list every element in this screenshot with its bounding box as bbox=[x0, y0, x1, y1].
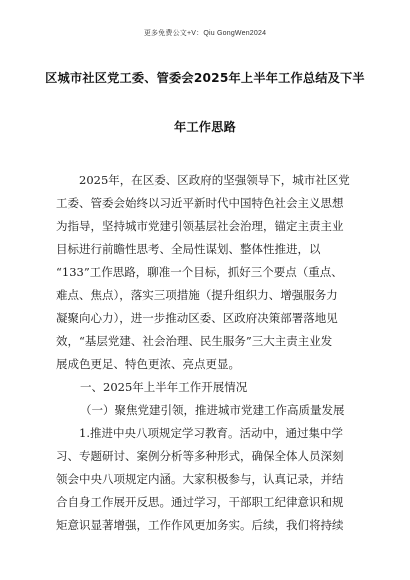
body-line-8: 效，“基层党建、社会治理、民生服务”三大主责主业发 bbox=[56, 334, 333, 348]
body-line-5: “133”工作思路，聊准一个目标，抓好三个要点（重点、 bbox=[56, 265, 343, 279]
item-paragraph bbox=[56, 422, 361, 537]
item-line-3: 领会中央八项规定内涵。大家积极参与，认真记录，并结 bbox=[56, 472, 344, 486]
header-note: 更多免费公文+V：Qiu GongWen2024 bbox=[143, 30, 267, 37]
document-title-line-1: 区城市社区党工委、管委会2025年上半年工作总结及下半 bbox=[45, 71, 365, 85]
item-line-1: 1.推进中央八项规定学习教育。活动中，通过集中学 bbox=[79, 426, 343, 440]
document-title-line-2: 年工作思路 bbox=[174, 120, 236, 134]
body-line-4: 目标进行前瞻性思考、全局性谋划、整体性推进，以 bbox=[56, 242, 321, 256]
body-line-2: 工委、管委会始终以习近平新时代中国特色社会主义思想 bbox=[56, 196, 344, 210]
item-line-5: 矩意识显著增强，工作作风更加务实。后续，我们将持续 bbox=[56, 518, 344, 532]
body-line-6: 难点、焦点），落实三项措施（提升组织力、增强服务力 bbox=[56, 288, 338, 302]
item-line-4: 合自身工作展开反思。通过学习，干部职工纪律意识和规 bbox=[56, 495, 344, 509]
body-line-9: 展成色更足、特色更浓、亮点更显。 bbox=[56, 357, 240, 371]
intro-paragraph bbox=[56, 169, 361, 376]
body-line-7: 凝聚向心力），进一步推动区委、区政府决策部署落地见 bbox=[56, 311, 338, 325]
item-line-2: 习、专题研讨、案例分析等多种形式，确保全体人员深刻 bbox=[56, 449, 344, 463]
subsection-heading-1: （一）聚焦党建引领，推进城市党建工作高质量发展 bbox=[80, 403, 345, 417]
body-line-3: 为指导，坚持城市党建引领基层社会治理，锚定主责主业 bbox=[56, 219, 344, 233]
section-heading-1: 一、2025年上半年工作开展情况 bbox=[80, 380, 248, 394]
body-line-1: 2025年，在区委、区政府的坚强领导下，城市社区党 bbox=[79, 173, 350, 187]
